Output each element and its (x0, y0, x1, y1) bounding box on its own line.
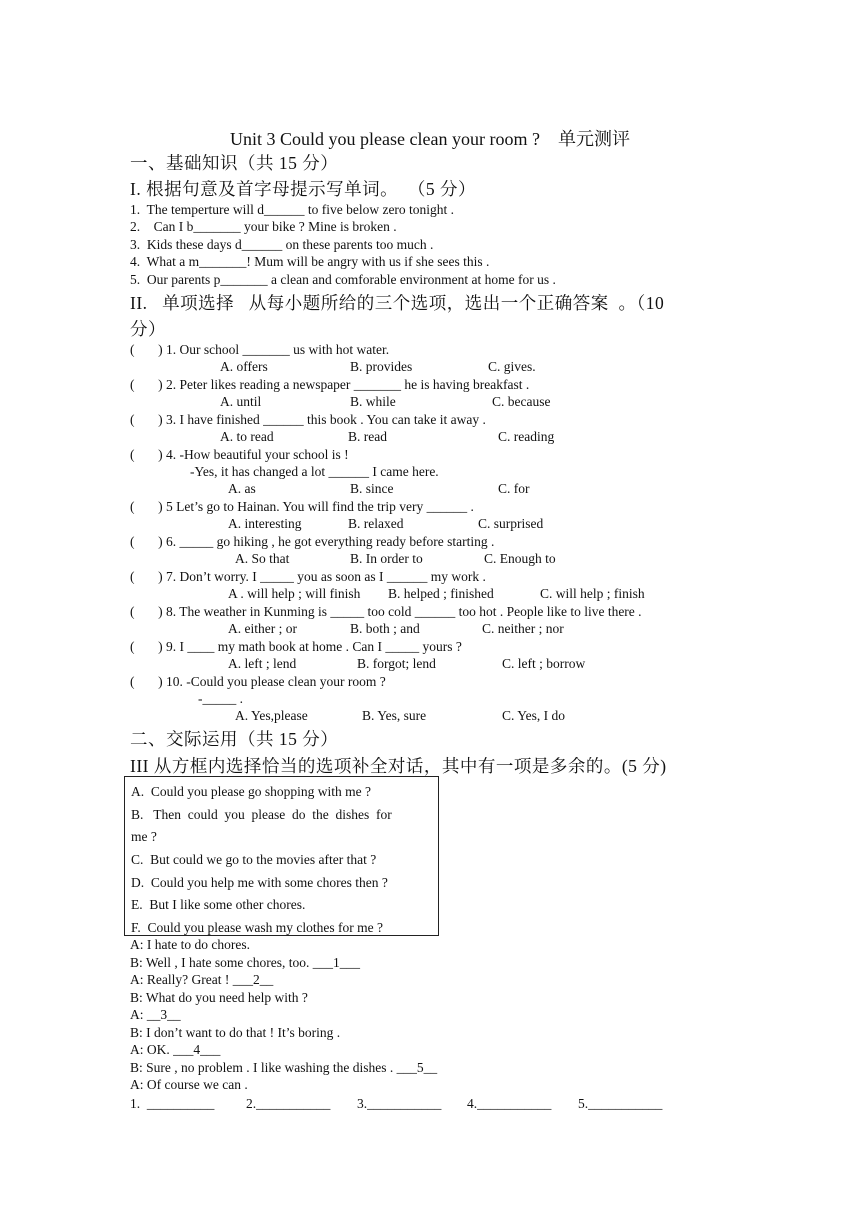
section3-heading: III 从方框内选择恰当的选项补全对话，其中有一项是多余的。(5 分) (130, 756, 667, 776)
box-option-d: D. Could you help me with some chores then ? (131, 875, 388, 890)
box-option-b-cont: me ? (131, 829, 157, 844)
dialogue-line-6: B: I don’t want to do that ! It’s boring . (130, 1025, 341, 1040)
answer-blank-3: 3.___________ (357, 1096, 442, 1111)
mc-question-10-reply: -_____ . (198, 691, 243, 706)
mc-question-1: ( ) 1. Our school _______ us with hot water. (130, 342, 390, 357)
box-option-b: B. Then could you please do the dishes for (131, 807, 392, 822)
mc-option-6c: C. Enough to (484, 551, 556, 566)
mc-option-10c: C. Yes, I do (502, 708, 566, 723)
answer-blank-1: 1. __________ (130, 1096, 215, 1111)
dialogue-line-9: A: Of course we can . (130, 1077, 248, 1092)
mc-option-2a: A. until (220, 394, 262, 409)
mc-option-2b: B. while (350, 394, 396, 409)
mc-option-7a: A . will help ; will finish (228, 586, 361, 601)
dialogue-line-3: A: Really? Great ! ___2__ (130, 972, 274, 987)
mc-option-7c: C. will help ; finish (540, 586, 645, 601)
dialogue-line-5: A: __3__ (130, 1007, 181, 1022)
answer-blank-4: 4.___________ (467, 1096, 552, 1111)
section2-heading: II. 单项选择 从每小题所给的三个选项，选出一个正确答案 。（10 (130, 293, 665, 313)
fill-item-3: 3. Kids these days d______ on these parents too much . (130, 237, 434, 252)
mc-option-8c: C. neither ; nor (482, 621, 564, 636)
mc-option-10b: B. Yes, sure (362, 708, 427, 723)
mc-option-4c: C. for (498, 481, 530, 496)
mc-option-3c: C. reading (498, 429, 555, 444)
mc-option-8a: A. either ; or (228, 621, 297, 636)
mc-option-6a: A. So that (235, 551, 290, 566)
mc-option-4a: A. as (228, 481, 256, 496)
fill-item-1: 1. The temperture will d______ to five below zero tonight . (130, 202, 455, 217)
mc-question-2: ( ) 2. Peter likes reading a newspaper _______ he is having breakfast . (130, 377, 530, 392)
mc-question-4-reply: -Yes, it has changed a lot ______ I came here. (190, 464, 439, 479)
dialogue-line-7: A: OK. ___4___ (130, 1042, 221, 1057)
box-option-e: E. But I like some other chores. (131, 897, 306, 912)
answer-blank-2: 2.___________ (246, 1096, 331, 1111)
mc-question-4: ( ) 4. -How beautiful your school is ! (130, 447, 349, 462)
box-option-c: C. But could we go to the movies after that ? (131, 852, 377, 867)
mc-question-3: ( ) 3. I have finished ______ this book . You can take it away . (130, 412, 486, 427)
mc-option-1b: B. provides (350, 359, 413, 374)
mc-option-9b: B. forgot; lend (357, 656, 436, 671)
mc-option-9c: C. left ; borrow (502, 656, 586, 671)
mc-option-2c: C. because (492, 394, 551, 409)
box-option-f: F. Could you please wash my clothes for me ? (131, 920, 383, 935)
mc-option-5b: B. relaxed (348, 516, 404, 531)
part2-heading: 二、交际运用（共 15 分） (130, 729, 339, 749)
dialogue-line-2: B: Well , I hate some chores, too. ___1___ (130, 955, 361, 970)
mc-question-10: ( ) 10. -Could you please clean your room ? (130, 674, 386, 689)
box-option-a: A. Could you please go shopping with me ? (131, 784, 371, 799)
dialogue-line-8: B: Sure , no problem . I like washing the dishes . ___5__ (130, 1060, 438, 1075)
mc-option-9a: A. left ; lend (228, 656, 297, 671)
fill-item-5: 5. Our parents p_______ a clean and comforable environment at home for us . (130, 272, 556, 287)
mc-option-3b: B. read (348, 429, 387, 444)
mc-question-9: ( ) 9. I ____ my math book at home . Can I _____ yours ? (130, 639, 462, 654)
fill-item-4: 4. What a m_______! Mum will be angry with us if she sees this . (130, 254, 490, 269)
mc-question-6: ( ) 6. _____ go hiking , he got everything ready before starting . (130, 534, 495, 549)
mc-option-1a: A. offers (220, 359, 268, 374)
mc-question-8: ( ) 8. The weather in Kunming is _____ too cold ______ too hot . People like to live there . (130, 604, 642, 619)
mc-option-8b: B. both ; and (350, 621, 420, 636)
mc-question-7: ( ) 7. Don’t worry. I _____ you as soon as I ______ my work . (130, 569, 486, 584)
fill-item-2: 2. Can I b_______ your bike ? Mine is broken . (130, 219, 397, 234)
mc-option-10a: A. Yes,please (235, 708, 308, 723)
mc-option-3a: A. to read (220, 429, 274, 444)
dialogue-line-1: A: I hate to do chores. (130, 937, 250, 952)
mc-option-1c: C. gives. (488, 359, 536, 374)
dialogue-line-4: B: What do you need help with ? (130, 990, 308, 1005)
section2-heading-cont: 分） (130, 319, 166, 339)
options-box (124, 776, 439, 936)
page-title: Unit 3 Could you please clean your room ? 单元测评 (230, 129, 630, 149)
section1-heading: I. 根据句意及首字母提示写单词。 （5 分） (130, 179, 476, 199)
mc-option-5c: C. surprised (478, 516, 544, 531)
part1-heading: 一、基础知识（共 15 分） (130, 153, 339, 173)
answer-blank-5: 5.___________ (578, 1096, 663, 1111)
mc-question-5: ( ) 5 Let’s go to Hainan. You will find the trip very ______ . (130, 499, 474, 514)
mc-option-7b: B. helped ; finished (388, 586, 494, 601)
mc-option-4b: B. since (350, 481, 394, 496)
mc-option-6b: B. In order to (350, 551, 423, 566)
mc-option-5a: A. interesting (228, 516, 302, 531)
